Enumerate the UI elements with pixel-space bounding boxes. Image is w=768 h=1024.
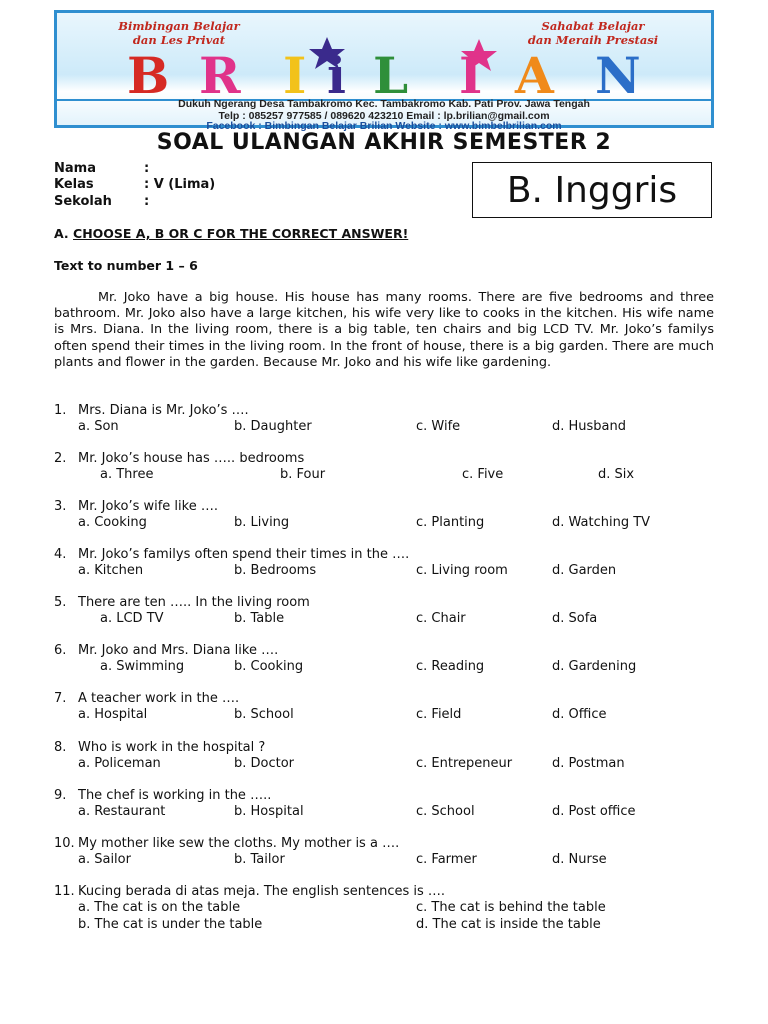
option-b[interactable]: b. Living — [234, 515, 290, 530]
option-d[interactable]: d. Gardening — [552, 659, 637, 674]
option-a[interactable]: a. Restaurant — [78, 804, 166, 819]
passage-text: Mr. Joko have a big house. His house has many rooms. There are five bedrooms and three bathroom. Mr. Joko also have a large kitchen, his wife very like to cooks in the kitchen. His wife name is Mrs. Diana. In the living room, there is a big table, ten chairs and big LCD TV. Mr. Joko’s familys often spend their times in the living room. In the front of house, there is a big garden. There are much plants and flower in the garden. Because Mr. Joko and his wife like gardening. — [54, 290, 714, 370]
option-c[interactable]: c. School — [416, 804, 475, 819]
question-5 — [54, 595, 714, 611]
option-b[interactable]: b. Doctor — [234, 756, 295, 771]
option-b[interactable]: b. School — [234, 707, 294, 722]
question-number: 7. — [54, 691, 67, 706]
subject-box: B. Inggris — [472, 162, 712, 218]
question-stem: My mother like sew the cloths. My mother is a …. — [78, 836, 400, 851]
option-d[interactable]: d. Sofa — [552, 611, 598, 626]
page-title: SOAL ULANGAN AKHIR SEMESTER 2 — [156, 130, 612, 155]
left-tagline-line-2: dan Les Privat — [132, 33, 226, 47]
sekolah-value: : — [144, 194, 150, 209]
option-c[interactable]: c. Planting — [416, 515, 485, 530]
question-number: 1. — [54, 403, 67, 418]
section-heading — [54, 226, 408, 241]
question-9 — [54, 788, 714, 804]
option-d[interactable]: d. Nurse — [552, 852, 607, 867]
right-tagline-line-2: dan Meraih Prestasi — [527, 33, 659, 47]
question-number: 8. — [54, 740, 67, 755]
question-10 — [54, 836, 714, 852]
option-b[interactable]: b. Cooking — [234, 659, 304, 674]
option-c[interactable]: c. Field — [416, 707, 462, 722]
question-number: 2. — [54, 451, 67, 466]
section-letter: A. — [54, 226, 69, 241]
question-stem: Mr. Joko and Mrs. Diana like …. — [78, 643, 279, 658]
option-a[interactable]: a. Hospital — [78, 707, 148, 722]
option-b[interactable]: b. Table — [234, 611, 285, 626]
sekolah-row — [54, 194, 149, 209]
option-c[interactable]: c. Chair — [416, 611, 466, 626]
option-d[interactable]: d. Garden — [552, 563, 617, 578]
option-b[interactable]: b. Hospital — [234, 804, 304, 819]
option-c[interactable]: c. Living room — [416, 563, 508, 578]
reading-passage — [54, 290, 714, 371]
option-b[interactable]: b. Bedrooms — [234, 563, 317, 578]
option-d[interactable]: d. Husband — [552, 419, 627, 434]
option-b[interactable]: b. Four — [280, 467, 326, 482]
option-a[interactable]: a. The cat is on the table — [78, 900, 241, 915]
question-8 — [54, 740, 714, 756]
option-c[interactable]: c. Farmer — [416, 852, 477, 867]
question-stem: Mr. Joko’s wife like …. — [78, 499, 218, 514]
question-7 — [54, 691, 714, 707]
option-d[interactable]: d. Six — [598, 467, 635, 482]
question-stem: A teacher work in the …. — [78, 691, 240, 706]
question-stem: There are ten ….. In the living room — [78, 595, 310, 610]
question-number: 5. — [54, 595, 67, 610]
right-tagline-line-1: Sahabat Belajar — [541, 19, 645, 33]
option-a[interactable]: a. Cooking — [78, 515, 147, 530]
svg-text:N: N — [595, 46, 641, 97]
option-b[interactable]: b. Tailor — [234, 852, 285, 867]
question-4 — [54, 547, 714, 563]
option-c[interactable]: c. Wife — [416, 419, 461, 434]
question-number: 3. — [54, 499, 67, 514]
option-d[interactable]: d. Post office — [552, 804, 636, 819]
option-a[interactable]: a. Swimming — [100, 659, 185, 674]
option-a[interactable]: a. Son — [78, 419, 119, 434]
left-tagline-line-1: Bimbingan Belajar — [118, 19, 240, 33]
question-stem: Mr. Joko’s familys often spend their times in the …. — [78, 547, 410, 562]
option-d[interactable]: d. Postman — [552, 756, 625, 771]
question-number: 11. — [54, 884, 75, 899]
question-6 — [54, 643, 714, 659]
brilian-logo — [87, 35, 687, 97]
option-c[interactable]: c. The cat is behind the table — [416, 900, 606, 915]
section-instruction: CHOOSE A, B OR C FOR THE CORRECT ANSWER! — [73, 226, 409, 241]
option-d[interactable]: d. Watching TV — [552, 515, 651, 530]
svg-text:I: I — [283, 46, 307, 97]
option-a[interactable]: a. Sailor — [78, 852, 131, 867]
question-3 — [54, 499, 714, 515]
question-2 — [54, 451, 714, 467]
question-11 — [54, 884, 714, 900]
option-d[interactable]: d. The cat is inside the table — [416, 917, 601, 932]
address-line: Dukuh Ngerang Desa Tambakromo Kec. Tambakromo Kab. Pati Prov. Jawa Tengah — [178, 98, 590, 110]
option-c[interactable]: c. Reading — [416, 659, 485, 674]
option-d[interactable]: d. Office — [552, 707, 607, 722]
svg-text:A: A — [515, 46, 554, 97]
question-stem: Who is work in the hospital ? — [78, 740, 266, 755]
kelas-value: : V (Lima) — [144, 177, 216, 192]
question-number: 10. — [54, 836, 75, 851]
svg-text:R: R — [199, 46, 241, 97]
option-b[interactable]: b. The cat is under the table — [78, 917, 263, 932]
question-stem: The chef is working in the ….. — [78, 788, 272, 803]
text-reference: Text to number 1 – 6 — [54, 258, 198, 273]
social-line: Facebook : Bimbingan Belajar Brilian Website : www.bimbelbrilian.com — [206, 120, 562, 132]
question-1 — [54, 403, 714, 419]
svg-text:i: i — [327, 46, 346, 97]
svg-text:I: I — [459, 46, 483, 97]
question-stem: Mrs. Diana is Mr. Joko’s …. — [78, 403, 249, 418]
option-c[interactable]: c. Entrepeneur — [416, 756, 513, 771]
svg-text:B: B — [127, 46, 170, 97]
nama-label: Nama — [54, 161, 96, 176]
option-c[interactable]: c. Five — [462, 467, 504, 482]
svg-text:L: L — [373, 46, 409, 97]
option-a[interactable]: a. Policeman — [78, 756, 161, 771]
option-a[interactable]: a. Three — [100, 467, 154, 482]
question-number: 4. — [54, 547, 67, 562]
sekolah-label: Sekolah — [54, 194, 112, 209]
nama-value: : — [144, 161, 150, 176]
contact-line: Telp : 085257 977585 / 089620 423210 Email : lp.brilian@gmail.com — [218, 110, 550, 122]
question-stem: Mr. Joko’s house has ….. bedrooms — [78, 451, 305, 466]
question-number: 9. — [54, 788, 67, 803]
question-number: 6. — [54, 643, 67, 658]
kelas-label: Kelas — [54, 177, 94, 192]
kelas-row — [54, 177, 215, 192]
question-stem: Kucing berada di atas meja. The english sentences is …. — [78, 884, 446, 899]
nama-row — [54, 161, 149, 176]
option-b[interactable]: b. Daughter — [234, 419, 312, 434]
option-a[interactable]: a. LCD TV — [100, 611, 164, 626]
option-a[interactable]: a. Kitchen — [78, 563, 144, 578]
header-banner — [54, 10, 714, 132]
